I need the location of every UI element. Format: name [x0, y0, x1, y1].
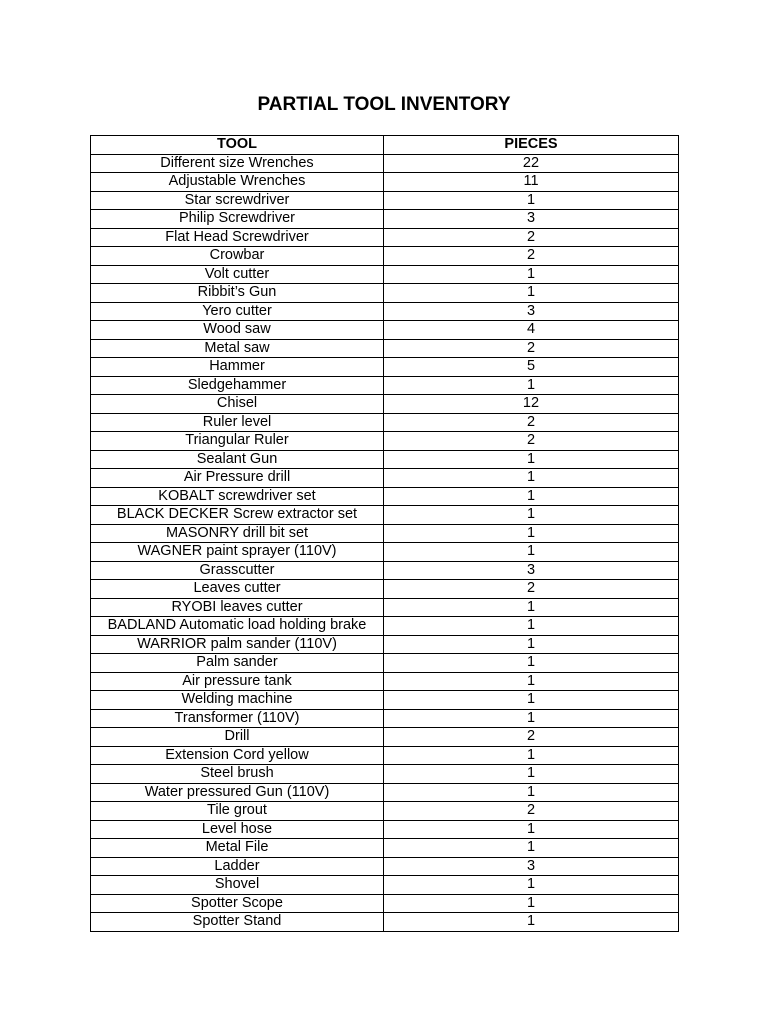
tool-name-cell: Shovel: [91, 876, 384, 895]
tool-name-cell: Ruler level: [91, 413, 384, 432]
table-row: [91, 321, 679, 340]
table-row: [91, 432, 679, 451]
pieces-count-cell: 4: [384, 321, 679, 340]
pieces-count-cell: 1: [384, 469, 679, 488]
table-row: [91, 210, 679, 229]
table-row: [91, 228, 679, 247]
pieces-count-cell: 1: [384, 191, 679, 210]
tool-name-cell: Volt cutter: [91, 265, 384, 284]
table-row: [91, 265, 679, 284]
pieces-count-cell: 1: [384, 746, 679, 765]
tool-name-cell: Chisel: [91, 395, 384, 414]
table-row: [91, 857, 679, 876]
table-row: [91, 284, 679, 303]
tool-name-cell: RYOBI leaves cutter: [91, 598, 384, 617]
tool-name-cell: Tile grout: [91, 802, 384, 821]
table-row: [91, 598, 679, 617]
tool-name-cell: Crowbar: [91, 247, 384, 266]
pieces-count-cell: 22: [384, 154, 679, 173]
pieces-count-cell: 1: [384, 691, 679, 710]
pieces-count-cell: 1: [384, 506, 679, 525]
tool-name-cell: Yero cutter: [91, 302, 384, 321]
table-row: [91, 376, 679, 395]
tool-name-cell: Leaves cutter: [91, 580, 384, 599]
pieces-count-cell: 1: [384, 265, 679, 284]
tool-name-cell: KOBALT screwdriver set: [91, 487, 384, 506]
tool-name-cell: Hammer: [91, 358, 384, 377]
tool-name-cell: BADLAND Automatic load holding brake: [91, 617, 384, 636]
tool-name-cell: Grasscutter: [91, 561, 384, 580]
pieces-count-cell: 1: [384, 876, 679, 895]
pieces-count-cell: 1: [384, 783, 679, 802]
table-row: [91, 765, 679, 784]
tool-name-cell: Level hose: [91, 820, 384, 839]
tool-name-cell: Palm sander: [91, 654, 384, 673]
table-row: [91, 894, 679, 913]
pieces-count-cell: 1: [384, 284, 679, 303]
table-row: [91, 543, 679, 562]
table-row: [91, 839, 679, 858]
tool-name-cell: Spotter Scope: [91, 894, 384, 913]
pieces-count-cell: 1: [384, 635, 679, 654]
pieces-count-cell: 1: [384, 913, 679, 932]
table-row: [91, 487, 679, 506]
pieces-count-cell: 3: [384, 210, 679, 229]
table-row: [91, 876, 679, 895]
pieces-count-cell: 1: [384, 450, 679, 469]
tool-name-cell: WARRIOR palm sander (110V): [91, 635, 384, 654]
tool-name-cell: Philip Screwdriver: [91, 210, 384, 229]
tool-name-cell: Air pressure tank: [91, 672, 384, 691]
pieces-count-cell: 2: [384, 413, 679, 432]
tool-name-cell: MASONRY drill bit set: [91, 524, 384, 543]
pieces-count-cell: 3: [384, 302, 679, 321]
tool-name-cell: Ladder: [91, 857, 384, 876]
tool-name-cell: Adjustable Wrenches: [91, 173, 384, 192]
pieces-count-cell: 3: [384, 857, 679, 876]
tool-name-cell: Sledgehammer: [91, 376, 384, 395]
table-row: [91, 302, 679, 321]
tool-inventory-table: [90, 135, 679, 932]
tool-name-cell: Water pressured Gun (110V): [91, 783, 384, 802]
tool-name-cell: WAGNER paint sprayer (110V): [91, 543, 384, 562]
table-row: [91, 561, 679, 580]
table-body: [91, 154, 679, 931]
tool-name-cell: Metal File: [91, 839, 384, 858]
tool-name-cell: Triangular Ruler: [91, 432, 384, 451]
pieces-count-cell: 2: [384, 728, 679, 747]
table-row: [91, 728, 679, 747]
pieces-count-cell: 12: [384, 395, 679, 414]
table-header-row: [91, 136, 679, 155]
table-row: [91, 339, 679, 358]
table-row: [91, 173, 679, 192]
pieces-count-cell: 1: [384, 672, 679, 691]
tool-name-cell: Air Pressure drill: [91, 469, 384, 488]
pieces-count-cell: 1: [384, 487, 679, 506]
tool-name-cell: Wood saw: [91, 321, 384, 340]
table-row: [91, 654, 679, 673]
pieces-count-cell: 1: [384, 839, 679, 858]
pieces-count-cell: 2: [384, 432, 679, 451]
tool-name-cell: Spotter Stand: [91, 913, 384, 932]
column-header-pieces: PIECES: [384, 136, 679, 155]
pieces-count-cell: 1: [384, 894, 679, 913]
tool-name-cell: Different size Wrenches: [91, 154, 384, 173]
table-row: [91, 672, 679, 691]
pieces-count-cell: 1: [384, 709, 679, 728]
tool-name-cell: Transformer (110V): [91, 709, 384, 728]
pieces-count-cell: 1: [384, 524, 679, 543]
table-row: [91, 691, 679, 710]
pieces-count-cell: 1: [384, 598, 679, 617]
column-header-tool: TOOL: [91, 136, 384, 155]
pieces-count-cell: 2: [384, 247, 679, 266]
table-row: [91, 820, 679, 839]
tool-name-cell: Steel brush: [91, 765, 384, 784]
table-row: [91, 191, 679, 210]
table-row: [91, 247, 679, 266]
pieces-count-cell: 2: [384, 228, 679, 247]
table-row: [91, 709, 679, 728]
table-row: [91, 506, 679, 525]
table-row: [91, 580, 679, 599]
table-row: [91, 413, 679, 432]
pieces-count-cell: 11: [384, 173, 679, 192]
pieces-count-cell: 1: [384, 765, 679, 784]
tool-name-cell: Sealant Gun: [91, 450, 384, 469]
table-row: [91, 802, 679, 821]
tool-name-cell: Star screwdriver: [91, 191, 384, 210]
pieces-count-cell: 1: [384, 820, 679, 839]
tool-name-cell: Extension Cord yellow: [91, 746, 384, 765]
table-row: [91, 617, 679, 636]
table-row: [91, 913, 679, 932]
page-title: PARTIAL TOOL INVENTORY: [257, 94, 511, 115]
table-row: [91, 469, 679, 488]
table-row: [91, 783, 679, 802]
pieces-count-cell: 1: [384, 654, 679, 673]
pieces-count-cell: 1: [384, 617, 679, 636]
pieces-count-cell: 2: [384, 580, 679, 599]
tool-name-cell: Metal saw: [91, 339, 384, 358]
table-row: [91, 746, 679, 765]
pieces-count-cell: 2: [384, 339, 679, 358]
pieces-count-cell: 1: [384, 543, 679, 562]
tool-name-cell: Welding machine: [91, 691, 384, 710]
table-row: [91, 524, 679, 543]
pieces-count-cell: 3: [384, 561, 679, 580]
pieces-count-cell: 5: [384, 358, 679, 377]
pieces-count-cell: 2: [384, 802, 679, 821]
tool-name-cell: BLACK DECKER Screw extractor set: [91, 506, 384, 525]
pieces-count-cell: 1: [384, 376, 679, 395]
table-row: [91, 395, 679, 414]
tool-name-cell: Flat Head Screwdriver: [91, 228, 384, 247]
table-row: [91, 358, 679, 377]
tool-name-cell: Drill: [91, 728, 384, 747]
table-row: [91, 450, 679, 469]
table-row: [91, 635, 679, 654]
table-row: [91, 154, 679, 173]
tool-name-cell: Ribbit’s Gun: [91, 284, 384, 303]
